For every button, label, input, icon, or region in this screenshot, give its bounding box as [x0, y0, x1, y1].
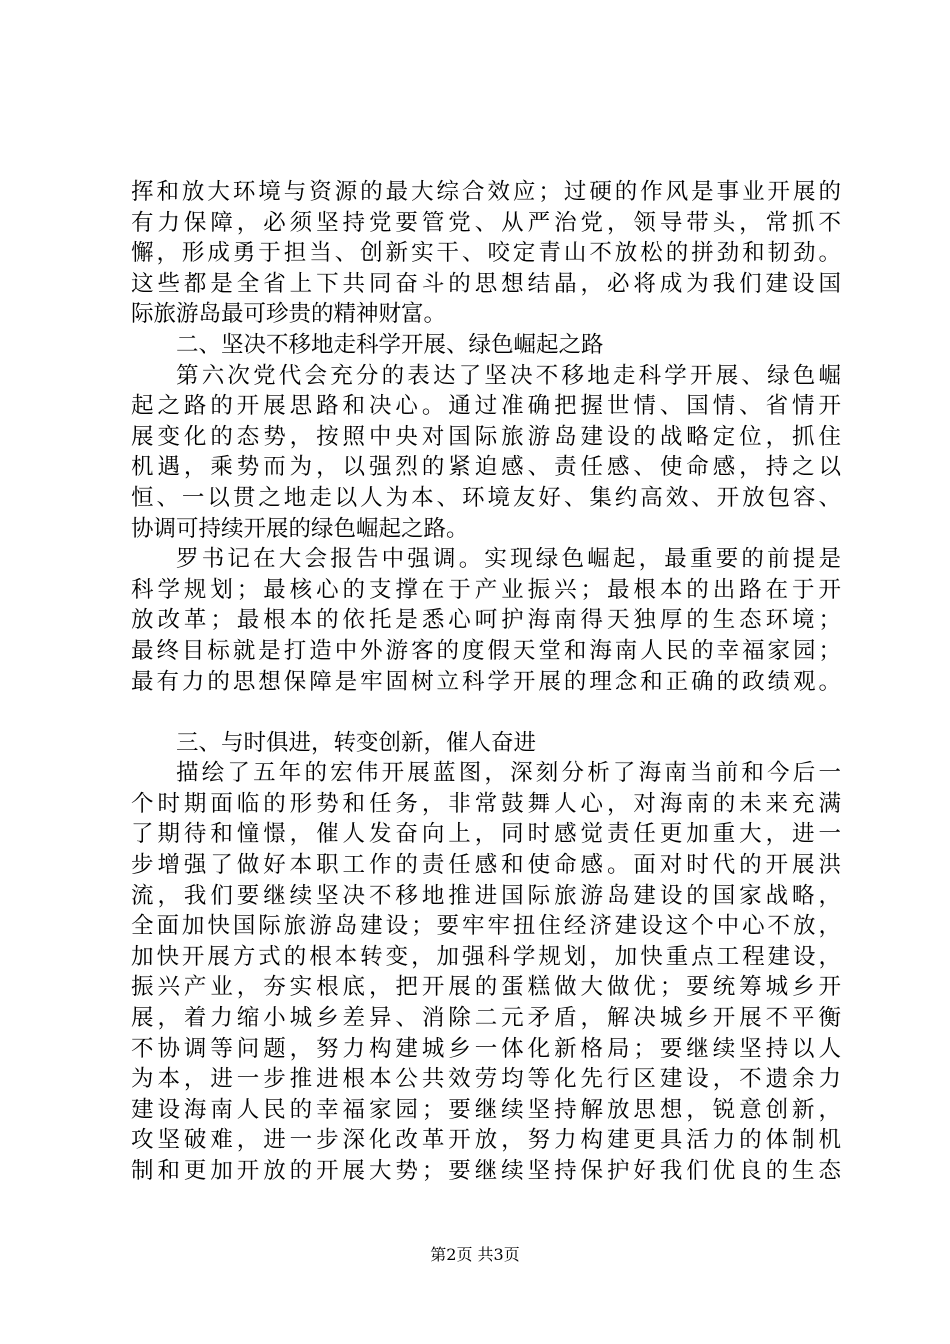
text-line: 放改革；最根本的依托是悉心呵护海南得天独厚的生态环境；	[131, 607, 841, 634]
text-line: 描绘了五年的宏伟开展蓝图，深刻分析了海南当前和今后一	[176, 760, 841, 787]
text-line: 恒、一以贯之地走以人为本、环境友好、集约高效、开放包容、	[131, 484, 841, 511]
text-line: 第六次党代会充分的表达了坚决不移地走科学开展、绿色崛	[176, 362, 841, 389]
text-line: 展，着力缩小城乡差异、消除二元矛盾，解决城乡开展不平衡	[131, 1005, 841, 1032]
text-line: 罗书记在大会报告中强调。实现绿色崛起，最重要的前提是	[176, 546, 841, 573]
text-line: 这些都是全省上下共同奋斗的思想结晶，必将成为我们建设国	[131, 270, 841, 297]
text-line: 懈，形成勇于担当、创新实干、咬定青山不放松的拼劲和韧劲。	[131, 240, 841, 267]
document-body	[131, 177, 841, 1187]
text-line: 全面加快国际旅游岛建设；要牢牢扭住经济建设这个中心不放，	[131, 913, 841, 940]
text-line: 制和更加开放的开展大势；要继续坚持保护好我们优良的生态	[131, 1158, 841, 1184]
text-line: 三、与时俱进，转变创新，催人奋进	[176, 729, 537, 756]
text-line: 二、坚决不移地走科学开展、绿色崛起之路	[176, 331, 604, 358]
text-line: 为本，进一步推进根本公共效劳均等化先行区建设，不遗余力	[131, 1066, 841, 1093]
text-line: 有力保障，必须坚持党要管党、从严治党，领导带头，常抓不	[131, 209, 841, 236]
text-line: 步增强了做好本职工作的责任感和使命感。面对时代的开展洪	[131, 852, 841, 879]
text-line: 加快开展方式的根本转变，加强科学规划，加快重点工程建设，	[131, 943, 841, 970]
text-line: 机遇，乘势而为，以强烈的紧迫感、责任感、使命感，持之以	[131, 454, 841, 481]
paragraph-gap	[131, 697, 841, 728]
text-line: 个时期面临的形势和任务，非常鼓舞人心，对海南的未来充满	[131, 790, 841, 817]
text-line: 攻坚破难，进一步深化改革开放，努力构建更具活力的体制机	[131, 1127, 841, 1154]
text-line: 流，我们要继续坚决不移地推进国际旅游岛建设的国家战略，	[131, 882, 841, 909]
text-line: 际旅游岛最可珍贵的精神财富。	[131, 301, 447, 328]
text-line: 协调可持续开展的绿色崛起之路。	[131, 515, 469, 542]
page-footer: 第2页 共3页	[430, 1245, 520, 1264]
text-line: 了期待和憧憬，催人发奋向上，同时感觉责任更加重大，进一	[131, 821, 841, 848]
text-line: 最终目标就是打造中外游客的度假天堂和海南人民的幸福家园；	[131, 637, 841, 664]
text-line: 建设海南人民的幸福家园；要继续坚持解放思想，锐意创新，	[131, 1096, 841, 1123]
text-line: 不协调等问题，努力构建城乡一体化新格局；要继续坚持以人	[131, 1035, 841, 1062]
text-line: 最有力的思想保障是牢固树立科学开展的理念和正确的政绩观。	[131, 668, 841, 695]
text-line: 科学规划；最核心的支撑在于产业振兴；最根本的出路在于开	[131, 576, 841, 603]
text-line: 展变化的态势，按照中央对国际旅游岛建设的战略定位，抓住	[131, 423, 841, 450]
text-line: 振兴产业，夯实根底，把开展的蛋糕做大做优；要统筹城乡开	[131, 974, 841, 1001]
text-line: 起之路的开展思路和决心。通过准确把握世情、国情、省情开	[131, 393, 841, 420]
text-line: 挥和放大环境与资源的最大综合效应；过硬的作风是事业开展的	[131, 179, 841, 205]
